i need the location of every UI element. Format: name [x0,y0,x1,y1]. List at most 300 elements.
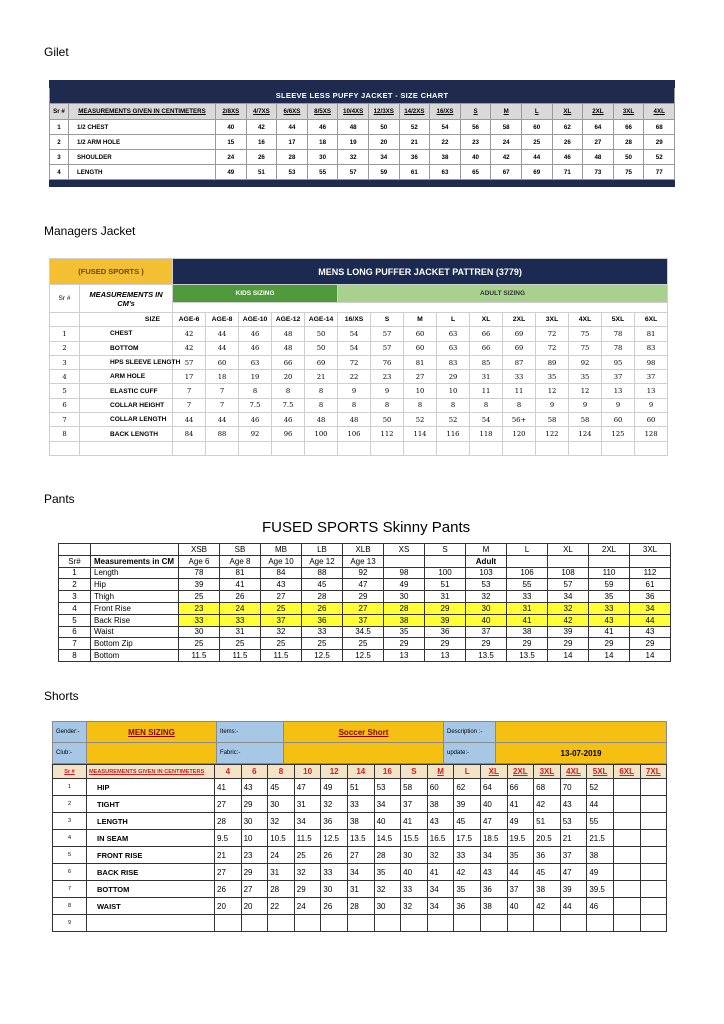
managers-size-header: XL [470,313,503,327]
heading-shorts: Shorts [44,689,79,703]
gilet-value: 63 [430,165,461,180]
shorts-value: 64 [480,779,507,796]
pants-value: 29 [589,638,630,650]
pants-value: 13.5 [466,650,507,662]
shorts-value [534,915,561,932]
managers-value: 44 [206,341,239,355]
pants-sr: 3 [59,591,91,603]
shorts-size-header: 5XL [587,765,614,779]
managers-value: 10 [437,384,470,398]
managers-title: MENS LONG PUFFER JACKET PATTREN (3779) [173,259,668,285]
managers-measurement: HPS SLEEVE LENGTH [80,355,173,369]
shorts-value: 43 [427,813,454,830]
gilet-meas-header: MEASUREMENTS GIVEN IN CENTIMETERS [69,104,216,120]
managers-value: 37 [635,370,668,384]
pants-value: 32 [548,602,589,614]
shorts-size-header: 2XL [507,765,534,779]
pants-age-header: Age 10 [261,555,302,567]
shorts-sr: 8 [53,898,87,915]
gilet-value: 77 [644,165,675,180]
pants-value: 34 [548,591,589,603]
shorts-value: 53 [560,813,587,830]
gilet-row [50,135,675,150]
shorts-size-header: 3XL [534,765,561,779]
shorts-value: 28 [268,881,295,898]
shorts-value: 20.5 [534,830,561,847]
managers-value: 60 [206,355,239,369]
shorts-sr: 7 [53,881,87,898]
shorts-value: 49 [321,779,348,796]
shorts-size-header: 10 [294,765,321,779]
shorts-value: 52 [587,779,614,796]
pants-value: 12.5 [343,650,384,662]
managers-value: 18 [206,370,239,384]
pants-value: 41 [589,626,630,638]
managers-value: 13 [602,384,635,398]
shorts-sr: 1 [53,779,87,796]
shorts-value [613,813,640,830]
managers-kids-sizing: KIDS SIZING [173,285,338,303]
shorts-measurement [87,915,215,932]
shorts-value: 34 [427,881,454,898]
gilet-value: 60 [521,120,552,135]
shorts-value: 32 [294,864,321,881]
pants-value: 14 [548,650,589,662]
managers-value: 83 [635,341,668,355]
shorts-measurement: HIP [87,779,215,796]
managers-row [50,341,668,355]
managers-value: 35 [536,370,569,384]
shorts-measurement: FRONT RISE [87,847,215,864]
shorts-value: 17.5 [454,830,481,847]
shorts-size-header: 7XL [640,765,667,779]
managers-value: 66 [272,355,305,369]
pants-value: 78 [179,567,220,579]
pants-value: 24 [220,602,261,614]
managers-value: 54 [338,341,371,355]
managers-size-header: AGE-6 [173,313,206,327]
pants-value: 47 [343,579,384,591]
shorts-value: 60 [427,779,454,796]
pants-value: 103 [466,567,507,579]
managers-value: 60 [635,413,668,427]
managers-row [50,384,668,398]
pants-value: 25 [343,638,384,650]
managers-value: 8 [305,384,338,398]
managers-value: 8 [503,398,536,412]
shorts-value [613,898,640,915]
shorts-value: 32 [427,847,454,864]
shorts-value [613,847,640,864]
gilet-size-header: 3XL [613,104,644,120]
managers-size-header: M [404,313,437,327]
pants-value: 35 [589,591,630,603]
shorts-value: 27 [241,881,268,898]
pants-value: 33 [220,614,261,626]
shorts-value: 26 [321,847,348,864]
shorts-value: 49 [587,864,614,881]
shorts-value: 14.5 [374,830,401,847]
managers-value: 56+ [503,413,536,427]
pants-value: 29 [384,638,425,650]
shorts-value [640,864,667,881]
gilet-value: 52 [399,120,430,135]
managers-row [50,427,668,441]
managers-size-header: 4XL [569,313,602,327]
gilet-row [50,150,675,165]
shorts-value: 47 [294,779,321,796]
pants-age-header: Age 8 [220,555,261,567]
shorts-size-header: XL [480,765,507,779]
managers-value: 9 [536,398,569,412]
pants-value: 25 [179,591,220,603]
shorts-value: 38 [427,796,454,813]
shorts-value [640,915,667,932]
shorts-value: 33 [347,796,374,813]
pants-value: 53 [466,579,507,591]
managers-value: 48 [305,413,338,427]
pants-row [59,626,671,638]
shorts-value: 28 [374,847,401,864]
shorts-row [53,915,667,932]
shorts-value: 37 [507,881,534,898]
managers-size-header: AGE-12 [272,313,305,327]
managers-size-header: AGE-14 [305,313,338,327]
shorts-value: 43 [480,864,507,881]
pants-value: 13.5 [507,650,548,662]
managers-value: 92 [239,427,272,441]
pants-value: 33 [507,591,548,603]
pants-value: 40 [466,614,507,626]
managers-size-header: AGE-8 [206,313,239,327]
shorts-value [294,915,321,932]
managers-sr: 3 [50,355,80,369]
shorts-value: 44 [560,898,587,915]
pants-sr: 5 [59,614,91,626]
shorts-value: 38 [587,847,614,864]
shorts-value: 30 [268,796,295,813]
gilet-value: 54 [430,120,461,135]
pants-value: 41 [220,579,261,591]
shorts-value: 16.5 [427,830,454,847]
gilet-value: 26 [552,135,583,150]
gilet-size-header: 12/3XS [368,104,399,120]
managers-value: 23 [371,370,404,384]
shorts-value: 34 [480,847,507,864]
shorts-value: 24 [268,847,295,864]
gilet-sr: 4 [50,165,69,180]
shorts-value: 21.5 [587,830,614,847]
pants-value: 49 [384,579,425,591]
gilet-size-chart [49,80,675,187]
gilet-measurement: 1/2 ARM HOLE [69,135,216,150]
managers-value: 13 [635,384,668,398]
shorts-value: 42 [534,796,561,813]
pants-value: 36 [425,626,466,638]
managers-value: 78 [602,341,635,355]
managers-value: 12 [536,384,569,398]
shorts-sr: 9 [53,915,87,932]
pants-age-header [630,555,671,567]
gilet-value: 23 [460,135,491,150]
pants-age-header [425,555,466,567]
managers-row [50,355,668,369]
managers-value: 21 [305,370,338,384]
managers-value: 8 [305,398,338,412]
gilet-size-header: 6/6XS [277,104,308,120]
gilet-value: 48 [583,150,614,165]
pants-value: 14 [630,650,671,662]
shorts-value: 37 [401,796,428,813]
gilet-size-header: 4XL [644,104,675,120]
managers-measurement: BACK LENGTH [80,427,173,441]
shorts-size-header: S [401,765,428,779]
pants-value: 45 [302,579,343,591]
shorts-value: 13.5 [347,830,374,847]
shorts-value: 62 [454,779,481,796]
pants-value: 39 [425,614,466,626]
pants-value: 32 [466,591,507,603]
managers-value: 81 [404,355,437,369]
shorts-value [215,915,242,932]
managers-row [50,413,668,427]
gilet-measurement: 1/2 CHEST [69,120,216,135]
shorts-value: 30 [241,813,268,830]
shorts-size-chart [52,764,667,932]
pants-value: 37 [466,626,507,638]
shorts-value [613,864,640,881]
managers-value: 9 [602,398,635,412]
gilet-value: 73 [583,165,614,180]
shorts-sr: 2 [53,796,87,813]
shorts-value [401,915,428,932]
pants-value: 34.5 [343,626,384,638]
pants-value: 36 [630,591,671,603]
shorts-value: 36 [480,881,507,898]
shorts-value [560,915,587,932]
gilet-value: 57 [338,165,369,180]
shorts-value: 11.5 [294,830,321,847]
pants-value: 37 [261,614,302,626]
managers-value: 9 [338,384,371,398]
pants-row [59,591,671,603]
gilet-value: 32 [338,150,369,165]
gilet-value: 26 [246,150,277,165]
managers-value: 76 [371,355,404,369]
managers-meas-header: MEASUREMENTS IN CM's [80,285,173,313]
managers-value: 114 [404,427,437,441]
gilet-size-header: 16/XS [430,104,461,120]
pants-sr: 8 [59,650,91,662]
shorts-value: 41 [427,864,454,881]
gilet-value: 44 [277,120,308,135]
managers-value: 125 [602,427,635,441]
gilet-sr: 3 [50,150,69,165]
gilet-value: 22 [430,135,461,150]
pants-value: 38 [507,626,548,638]
shorts-value [374,915,401,932]
shorts-value [268,915,295,932]
gilet-value: 19 [338,135,369,150]
shorts-value: 29 [241,796,268,813]
pants-value: 37 [343,614,384,626]
gilet-value: 59 [368,165,399,180]
shorts-value: 30 [321,881,348,898]
managers-value: 69 [503,327,536,341]
gilet-value: 36 [399,150,430,165]
shorts-value: 35 [454,881,481,898]
pants-size-header: XSB [179,544,220,556]
pants-value: 39 [548,626,589,638]
gilet-size-header: 10/4XS [338,104,369,120]
pants-value: 106 [507,567,548,579]
pants-value: 29 [425,602,466,614]
shorts-meas-header: MEASUREMENTS GIVEN IN CENTIMETERS [87,765,215,779]
managers-value: 9 [635,398,668,412]
shorts-value: 42 [534,898,561,915]
gilet-value: 58 [491,120,522,135]
managers-value: 8 [404,398,437,412]
shorts-fabric-label: Fabric:- [217,743,284,764]
pants-measurement: Front Rise [91,602,179,614]
pants-value: 98 [384,567,425,579]
shorts-size-header: 4XL [560,765,587,779]
gilet-value: 66 [613,120,644,135]
gilet-value: 21 [399,135,430,150]
managers-value: 10 [404,384,437,398]
pants-sr-header: Sr# [59,555,91,567]
managers-value: 52 [437,413,470,427]
managers-value: 8 [338,398,371,412]
shorts-value: 32 [268,813,295,830]
gilet-measurement: LENGTH [69,165,216,180]
pants-value: 32 [261,626,302,638]
pants-value: 51 [425,579,466,591]
shorts-value: 32 [401,898,428,915]
shorts-description-label: Description :- [444,722,496,743]
gilet-value: 46 [307,120,338,135]
shorts-value: 20 [215,898,242,915]
managers-sr: 2 [50,341,80,355]
managers-value: 95 [602,355,635,369]
managers-sr: 7 [50,413,80,427]
pants-value: 34 [630,602,671,614]
gilet-size-header: 2XL [583,104,614,120]
pants-value: 25 [261,602,302,614]
gilet-value: 67 [491,165,522,180]
shorts-value: 47 [560,864,587,881]
managers-value: 50 [305,327,338,341]
shorts-value [613,779,640,796]
managers-value: 106 [338,427,371,441]
pants-value: 44 [630,614,671,626]
pants-row [59,638,671,650]
pants-size-header: SB [220,544,261,556]
shorts-value: 40 [507,898,534,915]
shorts-value: 25 [294,847,321,864]
pants-value: 29 [630,638,671,650]
shorts-size-header: 6XL [613,765,640,779]
shorts-value: 58 [401,779,428,796]
shorts-value [347,915,374,932]
managers-value: 72 [338,355,371,369]
shorts-value [613,830,640,847]
managers-value: 69 [503,341,536,355]
shorts-value: 55 [587,813,614,830]
managers-measurement: ELASTIC CUFF [80,384,173,398]
shorts-size-header: L [454,765,481,779]
pants-measurement: Bottom [91,650,179,662]
heading-managers-jacket: Managers Jacket [44,224,136,238]
shorts-sr: 6 [53,864,87,881]
shorts-value: 38 [480,898,507,915]
pants-value: 31 [220,626,261,638]
pants-sr: 6 [59,626,91,638]
managers-sr: 1 [50,327,80,341]
pants-value: 31 [507,602,548,614]
managers-size-header: 3XL [536,313,569,327]
pants-measurement: Bottom Zip [91,638,179,650]
managers-value: 42 [173,341,206,355]
managers-value: 8 [371,398,404,412]
shorts-value: 28 [215,813,242,830]
pants-row [59,579,671,591]
pants-value: 41 [507,614,548,626]
gilet-value: 61 [399,165,430,180]
managers-value: 46 [239,341,272,355]
shorts-value [587,915,614,932]
shorts-value [640,830,667,847]
managers-sr-header: Sr # [50,285,80,313]
managers-value: 44 [206,327,239,341]
shorts-sr-header: Sr # [53,765,87,779]
managers-value: 66 [470,327,503,341]
gilet-value: 25 [521,135,552,150]
pants-age-header: Adult [466,555,507,567]
managers-size-header: 6XL [635,313,668,327]
shorts-value: 27 [215,864,242,881]
shorts-value: 32 [321,796,348,813]
shorts-size-header: 16 [374,765,401,779]
managers-value: 128 [635,427,668,441]
managers-value: 57 [371,341,404,355]
managers-value: 27 [404,370,437,384]
managers-value: 20 [272,370,305,384]
pants-value: 59 [589,579,630,591]
shorts-value: 45 [534,864,561,881]
shorts-value [640,796,667,813]
managers-value: 31 [470,370,503,384]
pants-value: 31 [425,591,466,603]
managers-value: 19 [239,370,272,384]
pants-value: 26 [220,591,261,603]
gilet-value: 75 [613,165,644,180]
pants-value: 38 [384,614,425,626]
gilet-value: 64 [583,120,614,135]
shorts-row [53,796,667,813]
gilet-value: 46 [552,150,583,165]
pants-size-header: XS [384,544,425,556]
gilet-value: 42 [246,120,277,135]
managers-value: 89 [536,355,569,369]
shorts-value: 34 [374,796,401,813]
pants-value: 33 [179,614,220,626]
gilet-sr-header: Sr # [50,104,69,120]
managers-value: 54 [338,327,371,341]
heading-gilet: Gilet [44,45,69,59]
pants-title: FUSED SPORTS Skinny Pants [262,519,471,536]
shorts-gender-label: Gender:- [53,722,87,743]
